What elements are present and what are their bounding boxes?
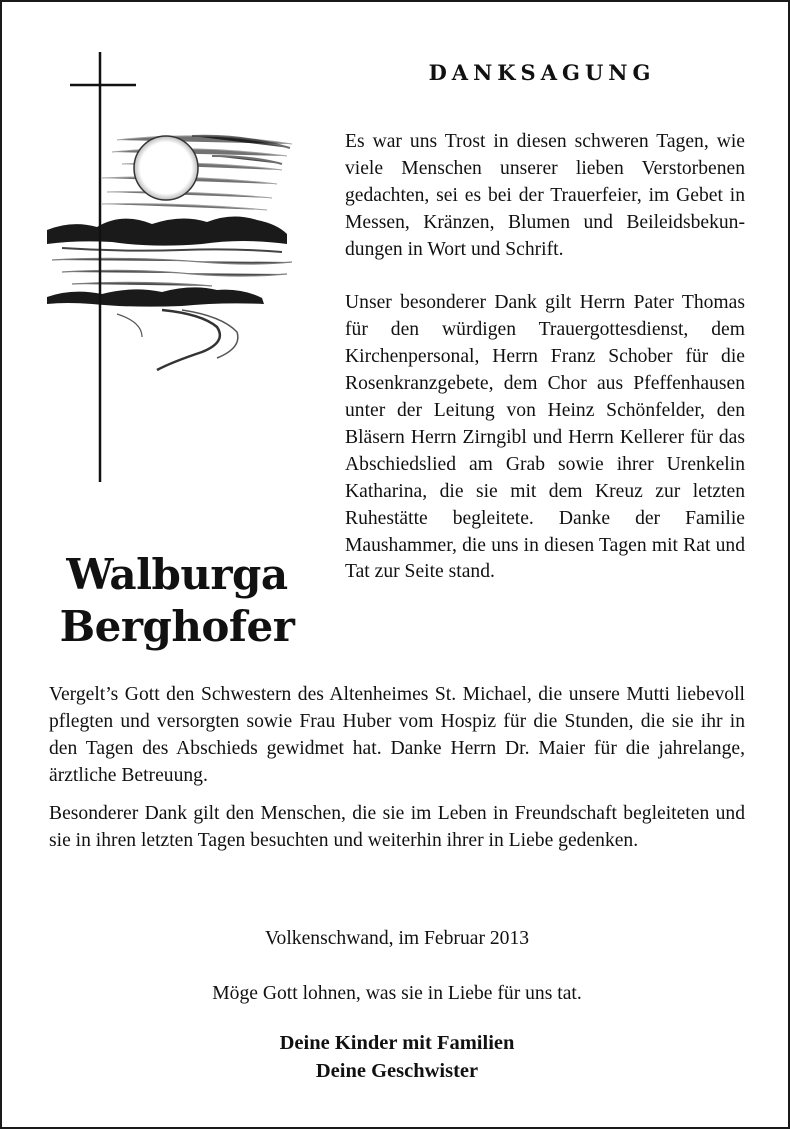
signature-line-1: Deine Kinder mit Familien (279, 1032, 515, 1054)
full-paragraph-2: Besonderer Dank gilt den Menschen, die sie im Leben in Freundschaft begleiteten und sie in ihren letzten Tagen besuchten und weiterhin ihrer in Liebe gedenken. (49, 802, 745, 851)
signature (49, 1029, 745, 1085)
right-paragraph-1: Es war uns Trost in diesen schweren Tagen, wie viele Menschen unserer lieben Verstorbenen gedachten, sei es bei der Trauerfeier, im Gebet in Messen, Kränzen, Blumen und Beileidsbekundungen in Wort und Schrift. (345, 131, 745, 260)
right-column-text (345, 129, 745, 613)
place-date: Volkenschwand, im Februar 2013 (264, 928, 530, 949)
full-width-text (49, 682, 745, 865)
right-paragraph-2: Unser besonderer Dank gilt Herrn Pater Thomas für den würdigen Trauergottesdienst, dem Kirchenpersonal, Herrn Franz Schober für die Rosenkranzgebete, dem Chor aus Pfeffenhausen unter der Leitung von Heinz Schönfelder, den Bläsern Herrn Zirngibl und Herrn Kellerer für das Abschiedslied am Grab sowie ihrer Urenkelin Katharina, die sie mit dem Kreuz zur letzten Ruhestätte begleitete. Danke der Familie Maushammer, die uns in diesen Tagen mit Rat und Tat zur Seite stand. (345, 292, 745, 583)
deceased-name (42, 549, 312, 653)
deceased-first-name: Walburga (66, 550, 288, 599)
full-paragraph-1: Vergelt’s Gott den Schwestern des Altenheimes St. Michael, die unsere Mutti liebevoll pflegten und versorgten sowie Frau Huber vom Hospiz für die Stunden, die sie ihr in den Tagen des Abschieds gewidmet hat. Danke Herrn Dr. Maier für die jahrelange, ärztliche Betreuung. (49, 684, 745, 786)
deceased-last-name: Berghofer (59, 602, 295, 651)
signature-line-2: Deine Geschwister (315, 1060, 479, 1082)
page-title: DANKSAGUNG (428, 60, 656, 85)
blessing-line: Möge Gott lohnen, was sie in Liebe für uns tat. (212, 983, 582, 1004)
cross-moon-landscape-icon (42, 52, 302, 482)
